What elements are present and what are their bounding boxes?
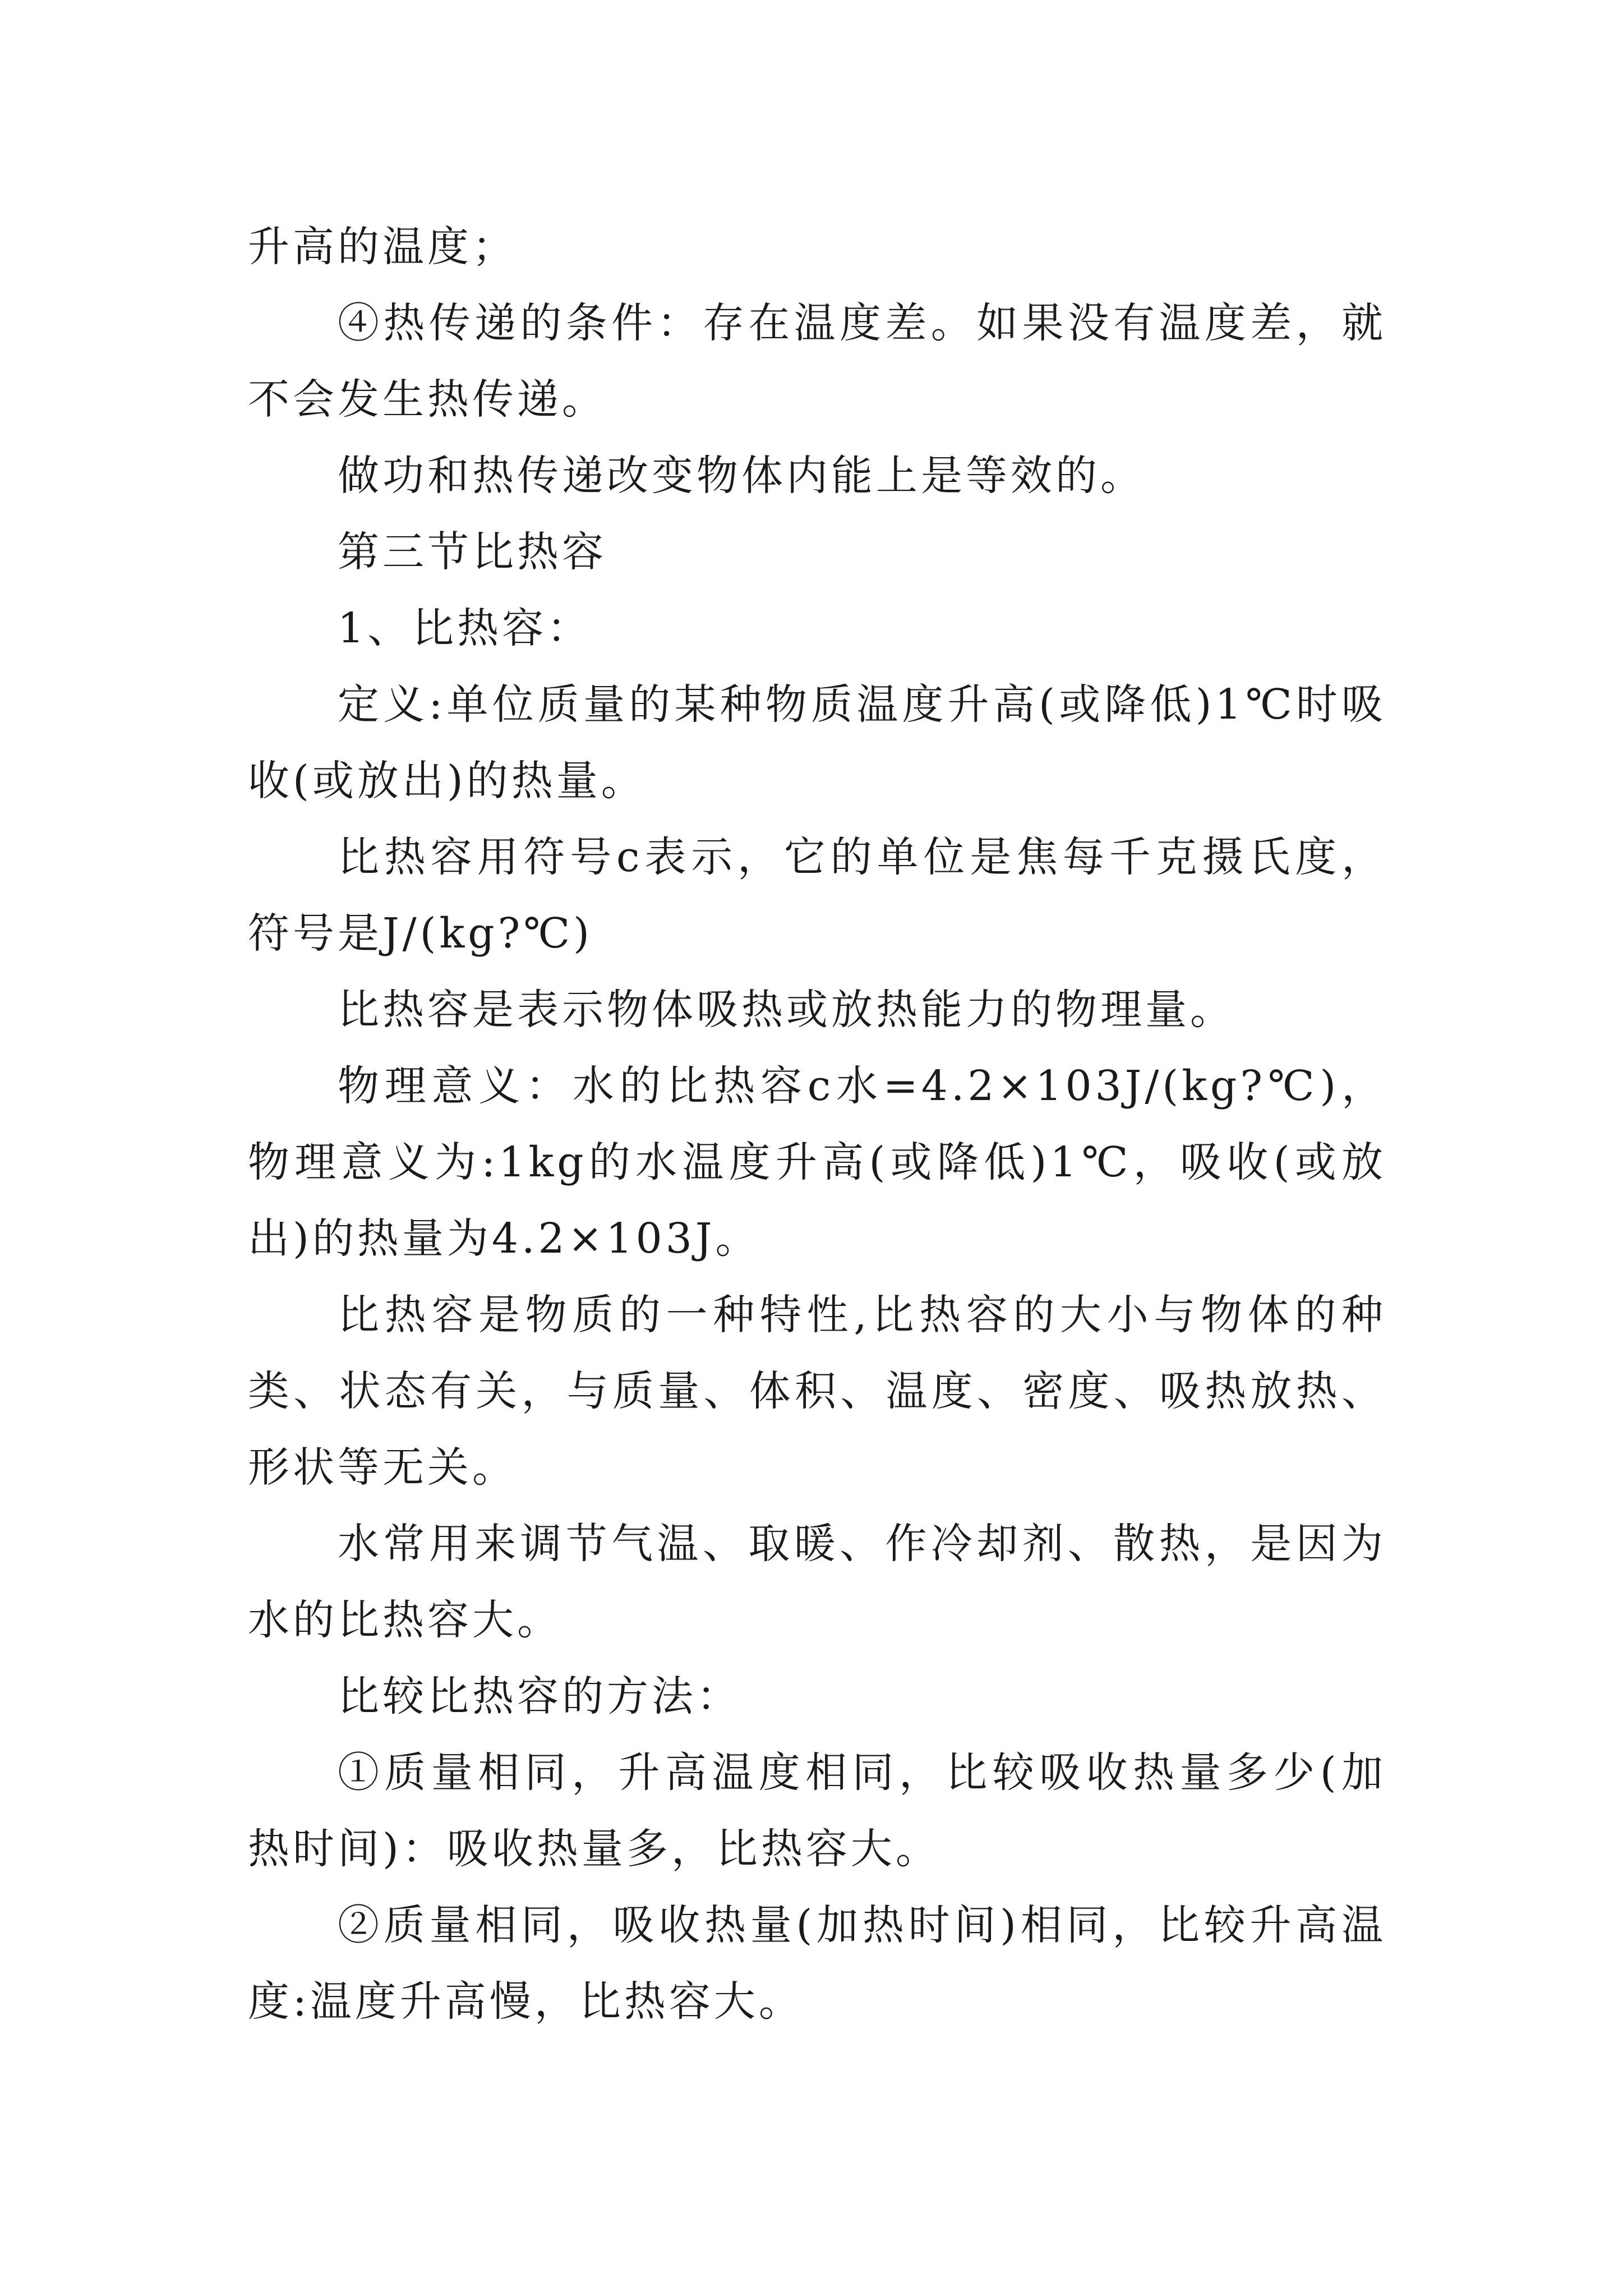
document-body — [248, 209, 1386, 2040]
paragraph-definition: 定义:单位质量的某种物质温度升高(或降低)1℃时吸收(或放出)的热量。 — [248, 680, 1386, 805]
paragraph-method-one: ①质量相同，升高温度相同，比较吸收热量多少(加热时间)：吸收热量多，比热容大。 — [248, 1749, 1386, 1873]
paragraph-temperature-rise: 升高的温度； — [248, 223, 517, 271]
section-heading: 第三节比热容 — [338, 528, 607, 576]
paragraph-physical-quantity: 比热容是表示物体吸热或放热能力的物理量。 — [338, 986, 1235, 1034]
paragraph-water-usage: 水常用来调节气温、取暖、作冷却剂、散热，是因为水的比热容大。 — [248, 1520, 1386, 1644]
paragraph-heat-transfer-condition: ④热传递的条件：存在温度差。如果没有温度差，就不会发生热传递。 — [248, 299, 1386, 424]
paragraph-symbol-unit: 比热容用符号c表示，它的单位是焦每千克摄氏度，符号是J/(kg?℃) — [248, 833, 1386, 958]
subheading-specific-heat: 1、比热容： — [338, 604, 592, 652]
paragraph-physical-meaning: 物理意义：水的比热容c水=4.2×103J/(kg?℃)，物理意义为:1kg的水温度升高(或降低)1℃，吸收(或放出)的热量为4.2×103J。 — [248, 1062, 1386, 1263]
paragraph-property: 比热容是物质的一种特性,比热容的大小与物体的种类、状态有关，与质量、体积、温度、密度、吸热放热、形状等无关。 — [248, 1291, 1386, 1492]
paragraph-method-two: ②质量相同，吸收热量(加热时间)相同，比较升高温度:温度升高慢，比热容大。 — [248, 1901, 1386, 2026]
paragraph-comparison-methods: 比较比热容的方法： — [338, 1672, 741, 1720]
paragraph-work-heat-equivalence: 做功和热传递改变物体内能上是等效的。 — [338, 452, 1145, 500]
